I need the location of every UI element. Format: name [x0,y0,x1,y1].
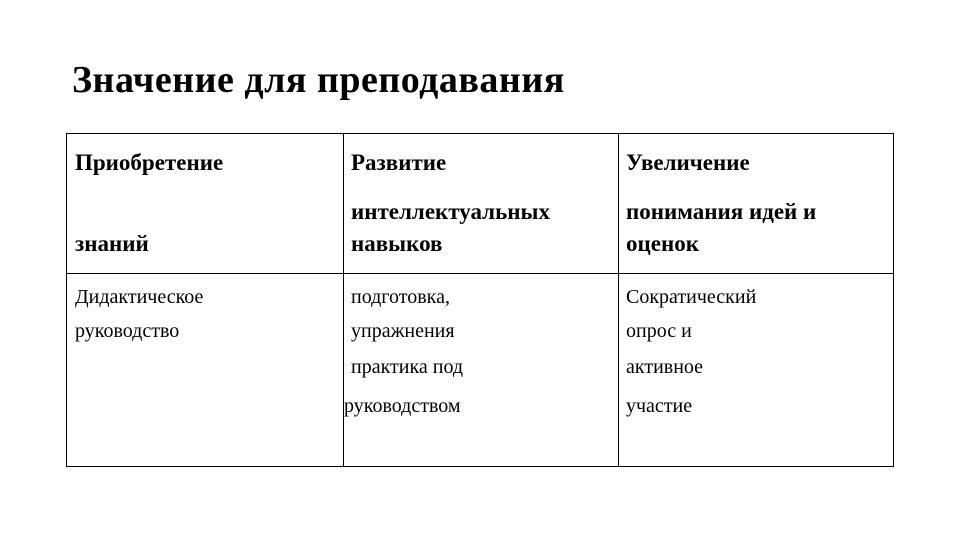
header-increase-line2: понимания идей и [626,199,817,224]
header-acquisition-line2: знаний [75,231,149,256]
slide-title: Значение для преподавания [72,59,565,101]
body-increase-line: активное [626,356,704,378]
body-increase-line: Сократический [626,286,757,308]
header-development-line3: навыков [351,231,443,256]
body-development-line: подготовка, [351,286,450,308]
body-increase-line: опрос и [626,320,692,342]
body-development-line: руководством [344,395,461,417]
header-development-line1: Развитие [351,150,447,175]
header-acquisition-line1: Приобретение [75,150,224,175]
column-divider [618,134,619,466]
body-acquisition-line: руководство [75,320,180,342]
header-increase-line1: Увеличение [626,150,750,175]
body-development-line: практика под [351,356,464,378]
body-development-line: упражнения [351,320,455,342]
body-acquisition-line: Дидактическое [75,286,204,308]
header-increase-line3: оценок [626,231,699,256]
header-development-line2: интеллектуальных [351,199,550,224]
body-increase-line: участие [626,395,693,417]
teaching-table [66,133,894,467]
row-divider [67,273,893,274]
